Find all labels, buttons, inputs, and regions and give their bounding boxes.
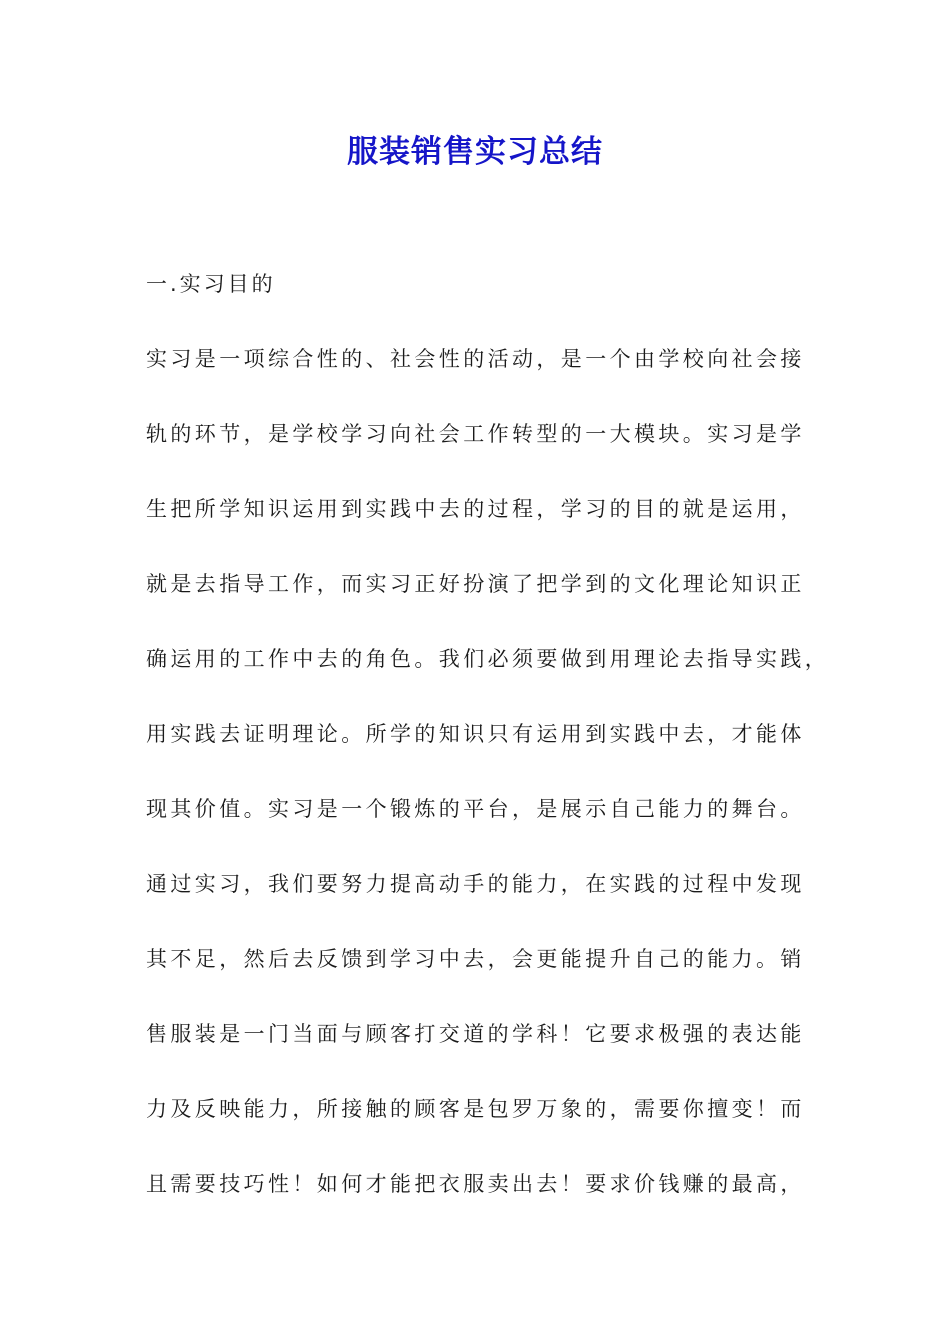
document-title: 服装销售实习总结 [347,134,603,170]
paragraph-line-9: 其不足，然后去反馈到学习中去，会更能提升自己的能力。销 [146,947,805,971]
paragraph-line-12: 且需要技巧性！如何才能把衣服卖出去！要求价钱赚的最高， [146,1172,805,1196]
paragraph-line-6: 用实践去证明理论。所学的知识只有运用到实践中去，才能体 [146,722,805,746]
paragraph-line-4: 就是去指导工作，而实习正好扮演了把学到的文化理论知识正 [146,572,805,596]
paragraph-line-1: 实习是一项综合性的、社会性的活动，是一个由学校向社会接 [146,347,805,371]
paragraph-line-2: 轨的环节，是学校学习向社会工作转型的一大模块。实习是学 [146,422,805,446]
paragraph-line-11: 力及反映能力，所接触的顾客是包罗万象的，需要你擅变！而 [146,1097,805,1121]
paragraph-line-5: 确运用的工作中去的角色。我们必须要做到用理论去指导实践， [146,647,830,671]
paragraph-line-10: 售服装是一门当面与顾客打交道的学科！它要求极强的表达能 [146,1022,805,1046]
paragraph-line-8: 通过实习，我们要努力提高动手的能力，在实践的过程中发现 [146,872,805,896]
paragraph-line-3: 生把所学知识运用到实践中去的过程，学习的目的就是运用， [146,497,805,521]
paragraph-line-7: 现其价值。实习是一个锻炼的平台，是展示自己能力的舞台。 [146,797,805,821]
section-heading: 一.实习目的 [146,272,276,296]
